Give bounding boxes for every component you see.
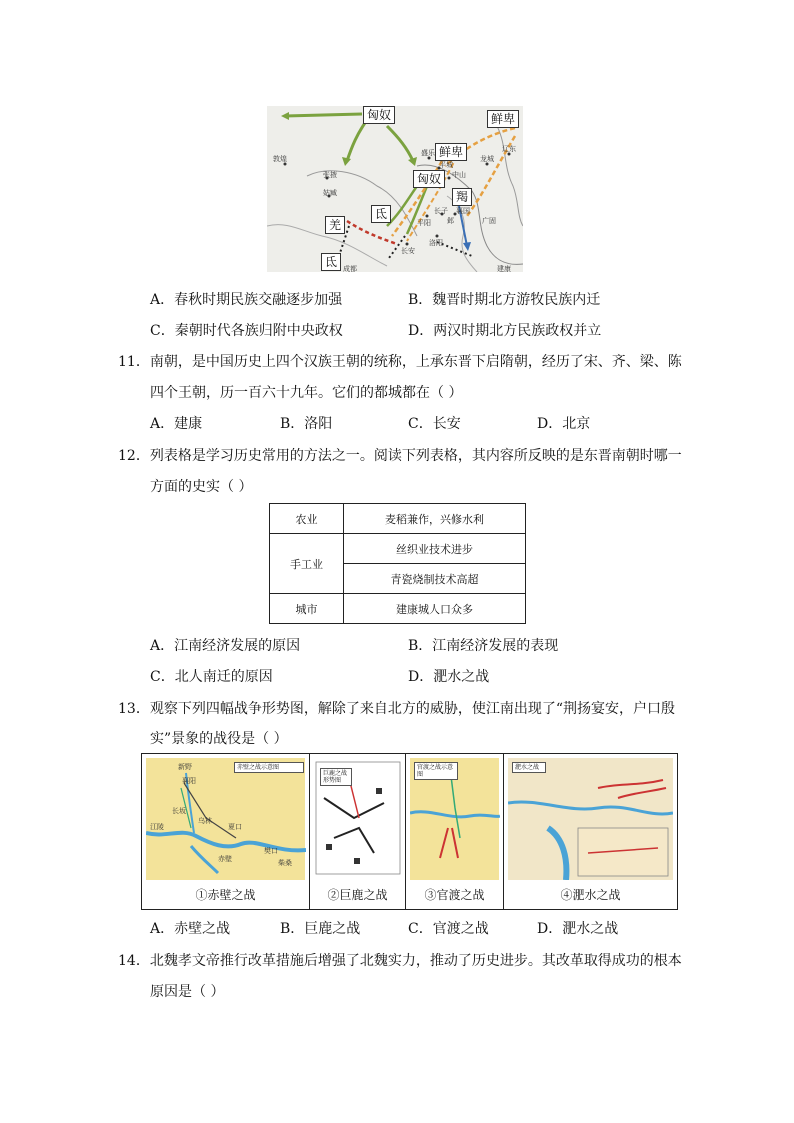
q12-table-city-value: 建康城人口众多 bbox=[344, 594, 526, 624]
chibi-place-8: 柴桑 bbox=[278, 859, 292, 867]
chibi-place-4: 长坂 bbox=[172, 807, 186, 815]
q12-option-c[interactable]: C．北人南迁的原因 bbox=[150, 669, 273, 685]
chibi-place-5: 夏口 bbox=[228, 823, 242, 831]
label-di-bottom: 氐 bbox=[321, 253, 341, 271]
panel-julu bbox=[310, 754, 406, 909]
feishui-legend: 淝水之战 bbox=[512, 762, 546, 773]
place-zhangye: 张掖 bbox=[323, 171, 337, 179]
q11-option-c[interactable]: C．长安 bbox=[408, 416, 461, 432]
feishui-map bbox=[508, 758, 673, 880]
julu-map bbox=[314, 758, 401, 880]
place-changzi: 长子 bbox=[434, 207, 448, 215]
q13-option-b[interactable]: B．巨鹿之战 bbox=[280, 921, 361, 937]
label-xiongnu-mid: 匈奴 bbox=[413, 170, 445, 188]
q14-stem-line2: 原因是（ ） bbox=[150, 984, 225, 1000]
chibi-place-7: 樊口 bbox=[264, 847, 278, 855]
feishui-map-drawing bbox=[508, 758, 673, 880]
q12-table-craft-value2: 青瓷烧制技术高超 bbox=[344, 564, 526, 594]
place-zhongshan: 中山 bbox=[452, 171, 466, 179]
q12-table-city-label: 城市 bbox=[270, 594, 344, 624]
place-guanggu: 广固 bbox=[482, 217, 496, 225]
feishui-caption: ④淝水之战 bbox=[560, 888, 621, 902]
place-xiangguo: 襄国 bbox=[456, 207, 470, 215]
place-luoyang: 洛阳 bbox=[429, 239, 443, 247]
place-changan: 长安 bbox=[401, 247, 415, 255]
chibi-place-6: 赤壁 bbox=[218, 855, 232, 863]
q12-option-b[interactable]: B．江南经济发展的表现 bbox=[408, 638, 559, 654]
guandu-caption: ③官渡之战 bbox=[424, 888, 485, 902]
q10-option-a[interactable]: A．春秋时期民族交融逐步加强 bbox=[150, 292, 343, 308]
chibi-legend: 赤壁之战示意图 bbox=[234, 762, 304, 773]
julu-legend: 巨鹿之战形势图 bbox=[320, 768, 352, 786]
q11-stem-line1: 11．南朝，是中国历史上四个汉族王朝的统称，上承东晋下启隋朝，经历了宋、齐、梁、陈 bbox=[118, 354, 682, 370]
label-xiongnu-top: 匈奴 bbox=[363, 106, 395, 124]
q13-battle-maps bbox=[141, 753, 678, 910]
q13-option-d[interactable]: D．淝水之战 bbox=[537, 921, 619, 937]
q11-stem-line2: 四个王朝，历一百六十九年。它们的都城都在（ ） bbox=[150, 385, 463, 401]
place-shengle: 盛乐 bbox=[421, 149, 435, 157]
chibi-place-2: 江陵 bbox=[150, 823, 164, 831]
q12-table-craft-value1: 丝织业技术进步 bbox=[344, 534, 526, 564]
q12-stem-line1: 12．列表格是学习历史常用的方法之一。阅读下列表格，其内容所反映的是东晋南朝时哪一 bbox=[118, 448, 682, 464]
q11-option-a[interactable]: A．建康 bbox=[150, 416, 203, 432]
q14-stem-line1: 14．北魏孝文帝推行改革措施后增强了北魏实力，推动了历史进步。其改革取得成功的根本 bbox=[118, 953, 682, 969]
q12-option-d[interactable]: D．淝水之战 bbox=[408, 669, 490, 685]
q13-option-a[interactable]: A．赤壁之战 bbox=[150, 921, 231, 937]
panel-guandu bbox=[406, 754, 504, 909]
ethnic-migration-map bbox=[267, 106, 523, 272]
chibi-place-0: 新野 bbox=[178, 763, 192, 771]
place-longcheng: 龙城 bbox=[480, 155, 494, 163]
place-guzang: 姑臧 bbox=[323, 189, 337, 197]
q11-option-b[interactable]: B．洛阳 bbox=[280, 416, 333, 432]
q10-option-b[interactable]: B．魏晋时期北方游牧民族内迁 bbox=[408, 292, 601, 308]
label-qiang: 羌 bbox=[325, 216, 345, 234]
q13-option-c[interactable]: C．官渡之战 bbox=[408, 921, 489, 937]
place-pingyang: 平阳 bbox=[417, 219, 431, 227]
guandu-map bbox=[410, 758, 499, 880]
place-liaodong: 辽东 bbox=[502, 145, 516, 153]
chibi-caption: ①赤壁之战 bbox=[195, 888, 256, 902]
chibi-place-3: 乌林 bbox=[198, 817, 212, 825]
julu-caption: ②巨鹿之战 bbox=[327, 888, 388, 902]
q12-stem-line2: 方面的史实（ ） bbox=[150, 479, 253, 495]
place-dunhuang: 敦煌 bbox=[273, 155, 287, 163]
q13-stem-line1: 13．观察下列四幅战争形势图，解除了来自北方的威胁，使江南出现了“荆扬宴安，户口殷 bbox=[118, 701, 675, 717]
label-xianbei-mid: 鲜卑 bbox=[435, 143, 467, 161]
q12-table bbox=[269, 503, 526, 624]
panel-chibi bbox=[142, 754, 310, 909]
panel-feishui bbox=[504, 754, 677, 909]
q10-option-c[interactable]: C．秦朝时代各族归附中央政权 bbox=[150, 323, 343, 339]
q12-option-a[interactable]: A．江南经济发展的原因 bbox=[150, 638, 301, 654]
place-pingcheng: 平城 bbox=[439, 161, 453, 169]
label-di-mid: 氐 bbox=[371, 205, 391, 223]
chibi-place-1: 襄阳 bbox=[182, 777, 196, 785]
q13-stem-line2: 实”景象的战役是（ ） bbox=[150, 731, 288, 747]
label-jie: 羯 bbox=[452, 188, 472, 206]
map-background bbox=[267, 106, 523, 272]
guandu-legend: 官渡之战示意图 bbox=[414, 762, 458, 780]
q10-option-d[interactable]: D．两汉时期北方民族政权并立 bbox=[408, 323, 602, 339]
place-chengdu: 成都 bbox=[343, 265, 357, 272]
place-ye: 邺 bbox=[447, 217, 454, 225]
q12-table-craft-label: 手工业 bbox=[270, 534, 344, 594]
chibi-map bbox=[146, 758, 305, 880]
q12-table-agri-label: 农业 bbox=[270, 504, 344, 534]
place-jiankang: 建康 bbox=[497, 265, 511, 272]
label-xianbei-right: 鲜卑 bbox=[487, 110, 519, 128]
q12-table-agri-value: 麦稻兼作，兴修水利 bbox=[344, 504, 526, 534]
q11-option-d[interactable]: D．北京 bbox=[537, 416, 591, 432]
